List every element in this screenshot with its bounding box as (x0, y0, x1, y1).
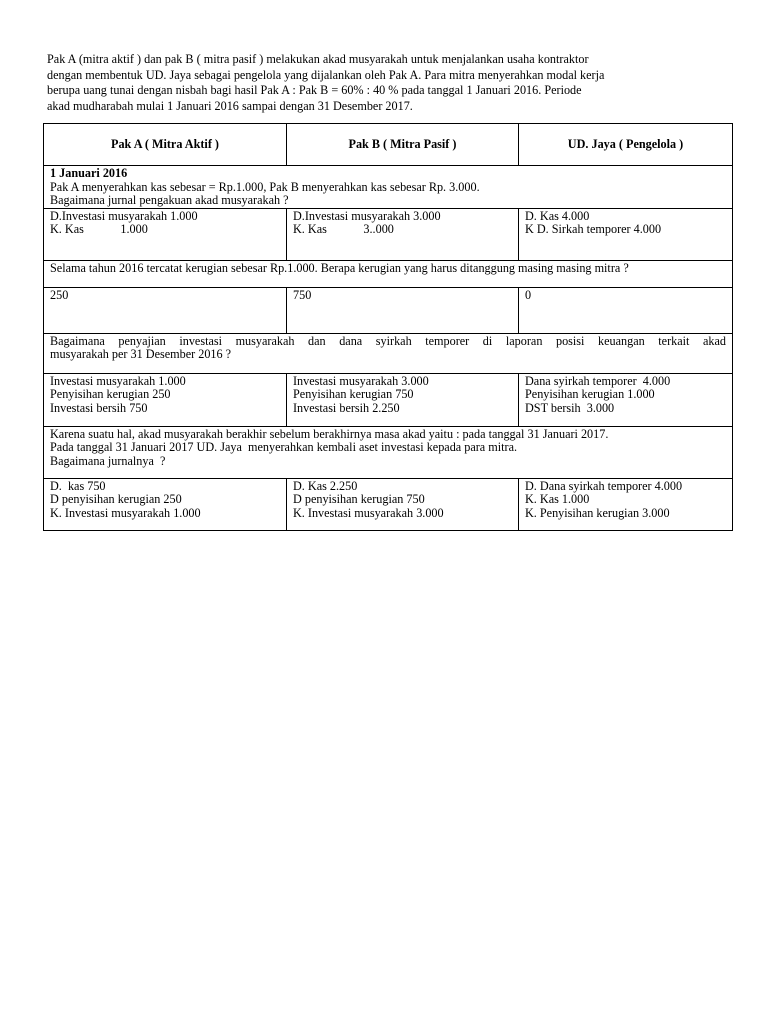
presentation-line: Investasi bersih 2.250 (293, 400, 400, 415)
table-row-question-4 (44, 426, 733, 478)
intro-paragraph (47, 52, 737, 114)
loss-pak-b (287, 287, 519, 333)
journal-line: D. Kas 2.250 (293, 478, 358, 493)
loss-value: 750 (293, 287, 312, 302)
loss-value: 0 (525, 287, 532, 302)
journal-2-pak-a (44, 478, 287, 530)
table-row-question-2 (44, 260, 733, 287)
journal-2-pak-b (287, 478, 519, 530)
presentation-line: Investasi bersih 750 (50, 400, 148, 415)
table-row-journal-1 (44, 208, 733, 260)
loss-value: 250 (50, 287, 69, 302)
journal-line: D.Investasi musyarakah 3.000 (293, 208, 441, 223)
journal-line: K. Kas 3..000 (293, 222, 394, 237)
journal-line: K. Investasi musyarakah 1.000 (50, 505, 201, 520)
journal-line: D penyisihan kerugian 750 (293, 492, 425, 507)
table-row-presentation (44, 373, 733, 426)
journal-line: K. Kas 1.000 (525, 492, 590, 507)
journal-line: D. Kas 4.000 (525, 208, 590, 223)
loss-ud-jaya (519, 287, 733, 333)
presentation-pak-b (287, 373, 519, 426)
presentation-line: Penyisihan kerugian 1.000 (525, 387, 655, 402)
journal-line: D. kas 750 (50, 478, 106, 493)
loss-pak-a (44, 287, 287, 333)
journal-line: K. Kas 1.000 (50, 222, 148, 237)
intro-line: dengan membentuk UD. Jaya sebagai pengelola yang dijalankan oleh Pak A. Para mitra menyerahkan modal kerja (47, 67, 605, 82)
question-3-cell (44, 333, 733, 373)
journal-line: D.Investasi musyarakah 1.000 (50, 208, 198, 223)
table-row-loss (44, 287, 733, 333)
journal-1-pak-a (44, 208, 287, 260)
presentation-line: Penyisihan kerugian 750 (293, 387, 414, 402)
musyarakah-table (43, 123, 733, 531)
question-4-cell (44, 426, 733, 478)
question-text: Karena suatu hal, akad musyarakah berakhir sebelum berakhirnya masa akad yaitu : pada tanggal 31 Januari 2017. (50, 426, 609, 441)
presentation-line: Dana syirkah temporer 4.000 (525, 373, 671, 388)
question-text: Selama tahun 2016 tercatat kerugian sebesar Rp.1.000. Berapa kerugian yang harus ditanggung masing masing mitra ? (50, 260, 629, 275)
table-row-question-3 (44, 333, 733, 373)
intro-line: Pak A (mitra aktif ) dan pak B ( mitra pasif ) melakukan akad musyarakah untuk menjalankan usaha kontraktor (47, 52, 589, 66)
intro-line: berupa uang tunai dengan nisbah bagi hasil Pak A : Pak B = 60% : 40 % pada tanggal 1 Januari 2016. Periode (47, 83, 582, 97)
presentation-line: DST bersih 3.000 (525, 400, 615, 415)
journal-line: K D. Sirkah temporer 4.000 (525, 222, 662, 237)
header-pak-b: Pak B ( Mitra Pasif ) (287, 124, 519, 166)
presentation-pak-a (44, 373, 287, 426)
presentation-line: Penyisihan kerugian 250 (50, 387, 171, 402)
presentation-line: Investasi musyarakah 1.000 (50, 373, 186, 388)
intro-line: akad mudharabah mulai 1 Januari 2016 sampai dengan 31 Desember 2017. (47, 98, 413, 113)
table-header-row (44, 124, 733, 166)
presentation-ud-jaya (519, 373, 733, 426)
journal-2-ud-jaya (519, 478, 733, 530)
journal-1-ud-jaya (519, 208, 733, 260)
journal-line: K. Penyisihan kerugian 3.000 (525, 505, 670, 520)
table-row-section-1 (44, 166, 733, 209)
presentation-line: Investasi musyarakah 3.000 (293, 373, 429, 388)
journal-line: D penyisihan kerugian 250 (50, 492, 182, 507)
section-1-cell (44, 166, 733, 209)
table-row-journal-2 (44, 478, 733, 530)
header-ud-jaya: UD. Jaya ( Pengelola ) (519, 124, 733, 166)
question-text: musyarakah per 31 Desember 2016 ? (50, 347, 232, 362)
question-2-cell (44, 260, 733, 287)
question-text: Bagaimana jurnalnya ? (50, 453, 166, 468)
journal-1-pak-b (287, 208, 519, 260)
journal-line: K. Investasi musyarakah 3.000 (293, 505, 444, 520)
question-text: Pada tanggal 31 Januari 2017 UD. Jaya menyerahkan kembali aset investasi kepada para mitra. (50, 440, 518, 455)
section-text: Pak A menyerahkan kas sebesar = Rp.1.000, Pak B menyerahkan kas sebesar Rp. 3.000. (50, 179, 480, 194)
journal-line: D. Dana syirkah temporer 4.000 (525, 478, 683, 493)
section-question: Bagaimana jurnal pengakuan akad musyarakah ? (50, 193, 289, 208)
section-date: 1 Januari 2016 (50, 166, 128, 180)
question-text: Bagaimana penyajian investasi musyarakah dan dana syirkah temporer di laporan posisi keuangan terkait akad (50, 333, 726, 348)
header-pak-a: Pak A ( Mitra Aktif ) (44, 124, 287, 166)
